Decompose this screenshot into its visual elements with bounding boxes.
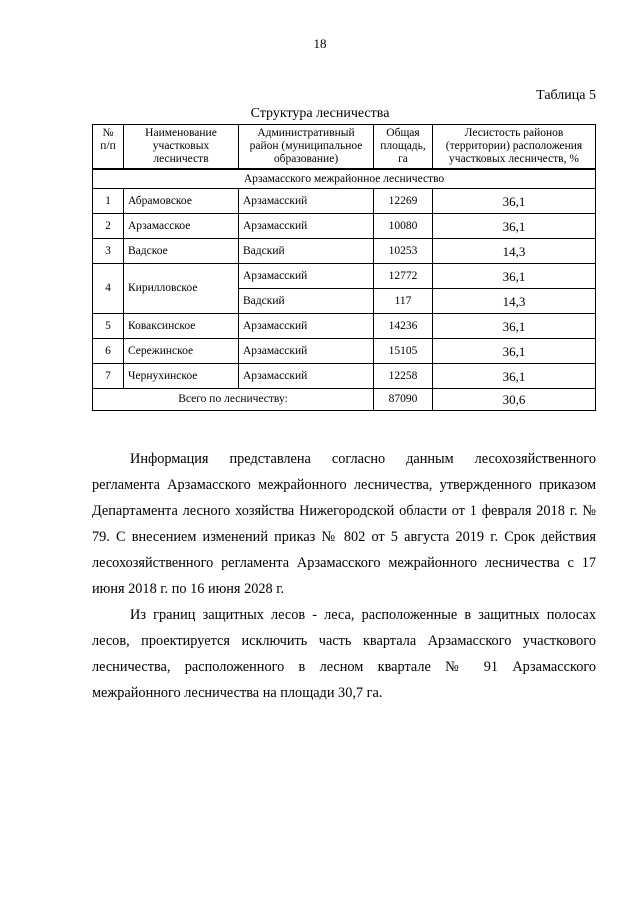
row-district: Арзамасский [239, 364, 374, 389]
table-header-row [93, 125, 596, 170]
row-area: 12258 [374, 364, 433, 389]
total-row [93, 389, 596, 411]
row-name: Абрамовское [124, 189, 239, 214]
row-area: 117 [374, 289, 433, 314]
total-label: Всего по лесничеству: [93, 389, 374, 411]
row-area: 14236 [374, 314, 433, 339]
row-number: 1 [93, 189, 124, 214]
total-area: 87090 [374, 389, 433, 411]
table-row [93, 314, 596, 339]
row-forest-cover: 36,1 [433, 189, 596, 214]
row-name: Чернухинское [124, 364, 239, 389]
header-area: Общая площадь, га [374, 125, 433, 170]
paragraph-2-block [92, 602, 596, 706]
table-row [93, 339, 596, 364]
row-area: 12772 [374, 264, 433, 289]
row-forest-cover: 36,1 [433, 214, 596, 239]
total-forest-cover: 30,6 [433, 389, 596, 411]
row-district: Арзамасский [239, 314, 374, 339]
row-number: 3 [93, 239, 124, 264]
table-label: Таблица 5 [536, 88, 596, 103]
row-name: Арзамасское [124, 214, 239, 239]
row-area: 10253 [374, 239, 433, 264]
row-forest-cover: 36,1 [433, 339, 596, 364]
row-district: Арзамасский [239, 339, 374, 364]
row-forest-cover: 36,1 [433, 264, 596, 289]
table-row [93, 214, 596, 239]
table-row [93, 189, 596, 214]
table-row [93, 264, 596, 289]
section-row [93, 169, 596, 189]
row-area: 15105 [374, 339, 433, 364]
row-number: 6 [93, 339, 124, 364]
paragraph-1: Информация представлена согласно данным лесохозяйственного регламента Арзамасского межрайонного лесничества, утвержденного приказом Департамента лесного хозяйства Нижегородской области от 1 февраля 2018 г. № 79. С внесением изменений приказ № 802 от 5 августа 2019 г. Срок действия лесохозяйственного регламента Арзамасского межрайонного лесничества с 17 июня 2018 г. по 16 июня 2028 г. [92, 451, 596, 597]
row-name: Ковакcинское [124, 314, 239, 339]
row-number: 4 [93, 264, 124, 314]
table-row [93, 364, 596, 389]
row-forest-cover: 14,3 [433, 289, 596, 314]
paragraph-1-block [92, 446, 596, 602]
row-district: Вадский [239, 289, 374, 314]
row-district: Арзамасский [239, 214, 374, 239]
row-area: 10080 [374, 214, 433, 239]
row-number: 5 [93, 314, 124, 339]
row-number: 2 [93, 214, 124, 239]
row-district: Арзамасский [239, 264, 374, 289]
row-name: Кирилловское [124, 264, 239, 314]
row-forest-cover: 36,1 [433, 314, 596, 339]
row-district: Вадский [239, 239, 374, 264]
row-forest-cover: 14,3 [433, 239, 596, 264]
page-number: 18 [313, 36, 327, 51]
header-forest-cover: Лесистость районов (территории) расположения участковых лесничеств, % [433, 125, 596, 170]
forestry-structure-table [92, 124, 596, 411]
section-title: Арзамасского межрайонное лесничество [93, 169, 596, 189]
row-area: 12269 [374, 189, 433, 214]
row-district: Арзамасский [239, 189, 374, 214]
row-forest-cover: 36,1 [433, 364, 596, 389]
header-name: Наименование участковых лесничеств [124, 125, 239, 170]
table-title: Структура лесничества [250, 106, 390, 121]
paragraph-2: Из границ защитных лесов - леса, расположенные в защитных полосах лесов, проектируется исключить часть квартала Арзамасского участкового лесничества, расположенного в лесном квартале № 91 Арзамасского межрайонного лесничества на площади 30,7 га. [92, 607, 596, 701]
header-number: № п/п [93, 125, 124, 170]
header-district: Административный район (муниципальное образование) [239, 125, 374, 170]
table-row [93, 239, 596, 264]
row-name: Сережинское [124, 339, 239, 364]
row-number: 7 [93, 364, 124, 389]
row-name: Вадское [124, 239, 239, 264]
